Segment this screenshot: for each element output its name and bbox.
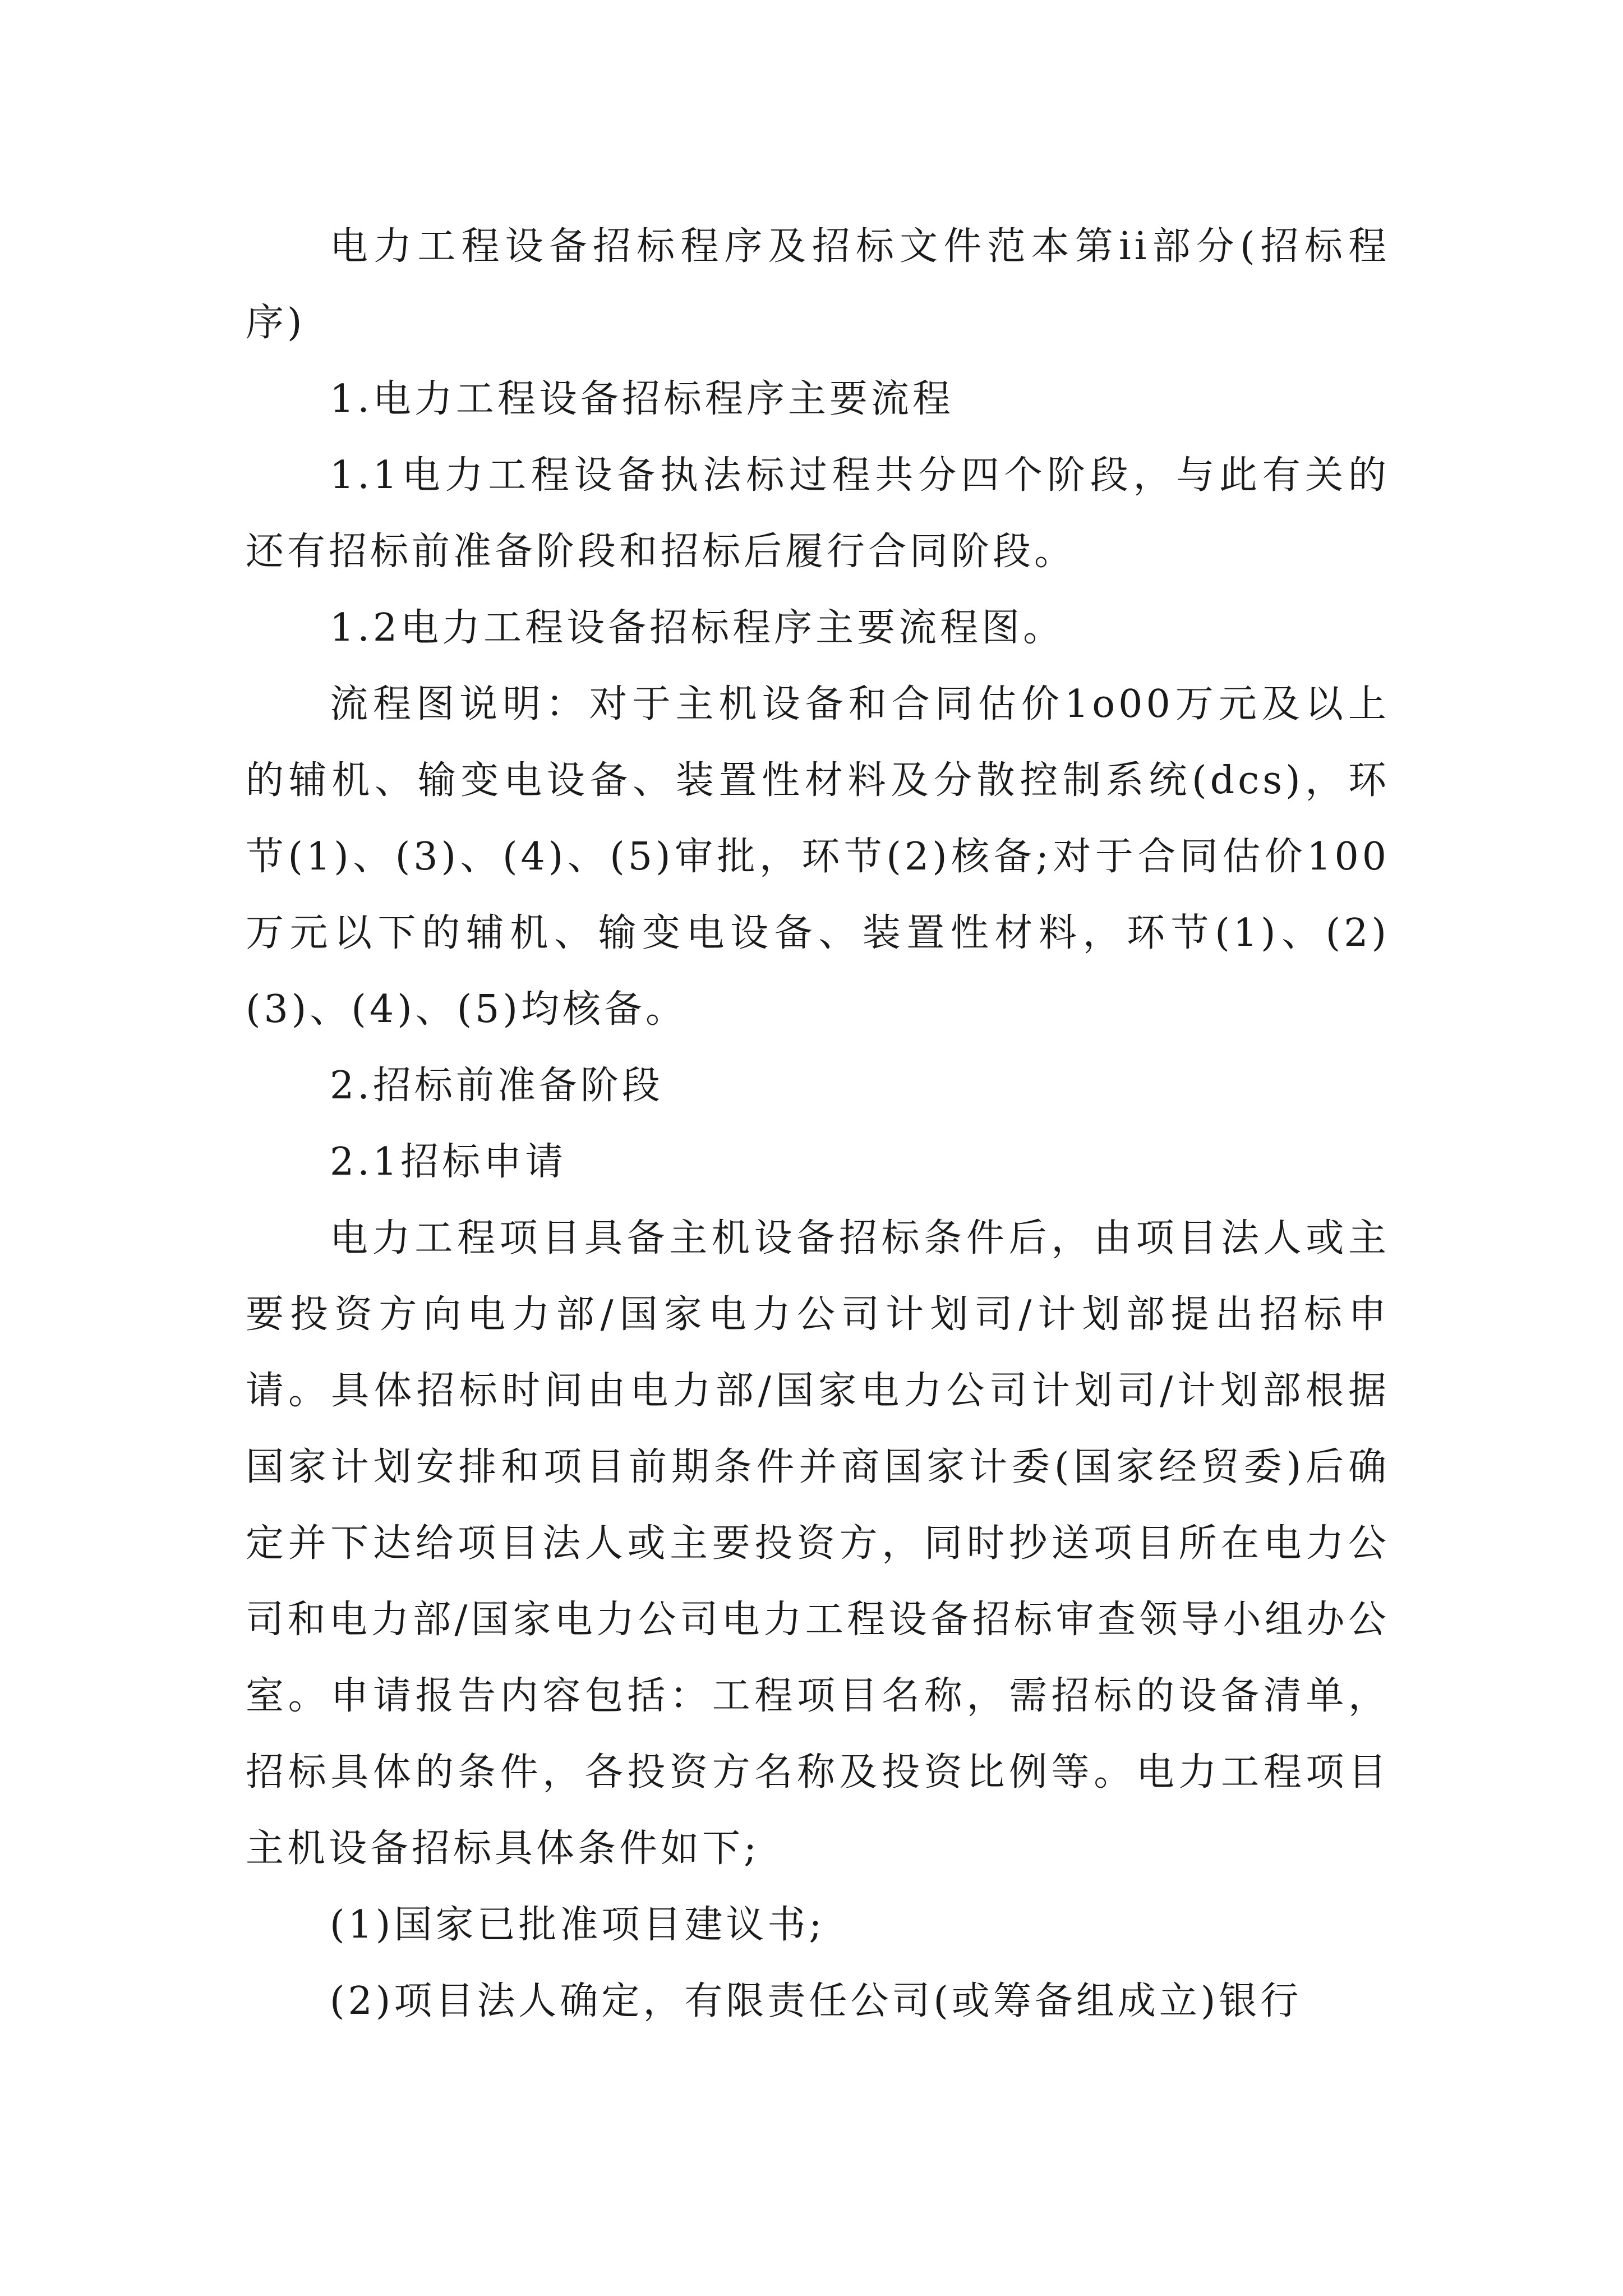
section-heading-1: 1.电力工程设备招标程序主要流程 (330, 377, 954, 421)
condition-item-2: (2)项目法人确定，有限责任公司(或筹备组成立)银行 (330, 1979, 1302, 2023)
document-body (246, 209, 1390, 2040)
paragraph-1-1: 1.1电力工程设备执法标过程共分四个阶段，与此有关的还有招标前准备阶段和招标后履行合同阶段。 (246, 453, 1390, 574)
bidding-application-paragraph: 电力工程项目具备主机设备招标条件后，由项目法人或主要投资方向电力部/国家电力公司计划司/计划部提出招标申请。具体招标时间由电力部/国家电力公司计划司/计划部根据国家计划安排和项目前期条件并商国家计委(国家经贸委)后确定并下达给项目法人或主要投资方，同时抄送项目所在电力公司和电力部/国家电力公司电力工程设备招标审查领导小组办公室。申请报告内容包括：工程项目名称，需招标的设备清单，招标具体的条件，各投资方名称及投资比例等。电力工程项目主机设备招标具体条件如下; (246, 1216, 1390, 1871)
subsection-heading-2-1: 2.1招标申请 (330, 1140, 567, 1184)
flowchart-description: 流程图说明：对于主机设备和合同估价1o00万元及以上的辅机、输变电设备、装置性材料及分散控制系统(dcs)，环节(1)、(3)、(4)、(5)审批，环节(2)核备;对于合同估价100万元以下的辅机、输变电设备、装置性材料，环节(1)、(2)(3)、(4)、(5)均核备。 (246, 682, 1390, 1032)
paragraph-1-2: 1.2电力工程设备招标程序主要流程图。 (330, 606, 1065, 650)
condition-item-1: (1)国家已批准项目建议书; (330, 1903, 826, 1947)
document-title: 电力工程设备招标程序及招标文件范本第ii部分(招标程序) (246, 224, 1390, 345)
section-heading-2: 2.招标前准备阶段 (330, 1064, 663, 1108)
